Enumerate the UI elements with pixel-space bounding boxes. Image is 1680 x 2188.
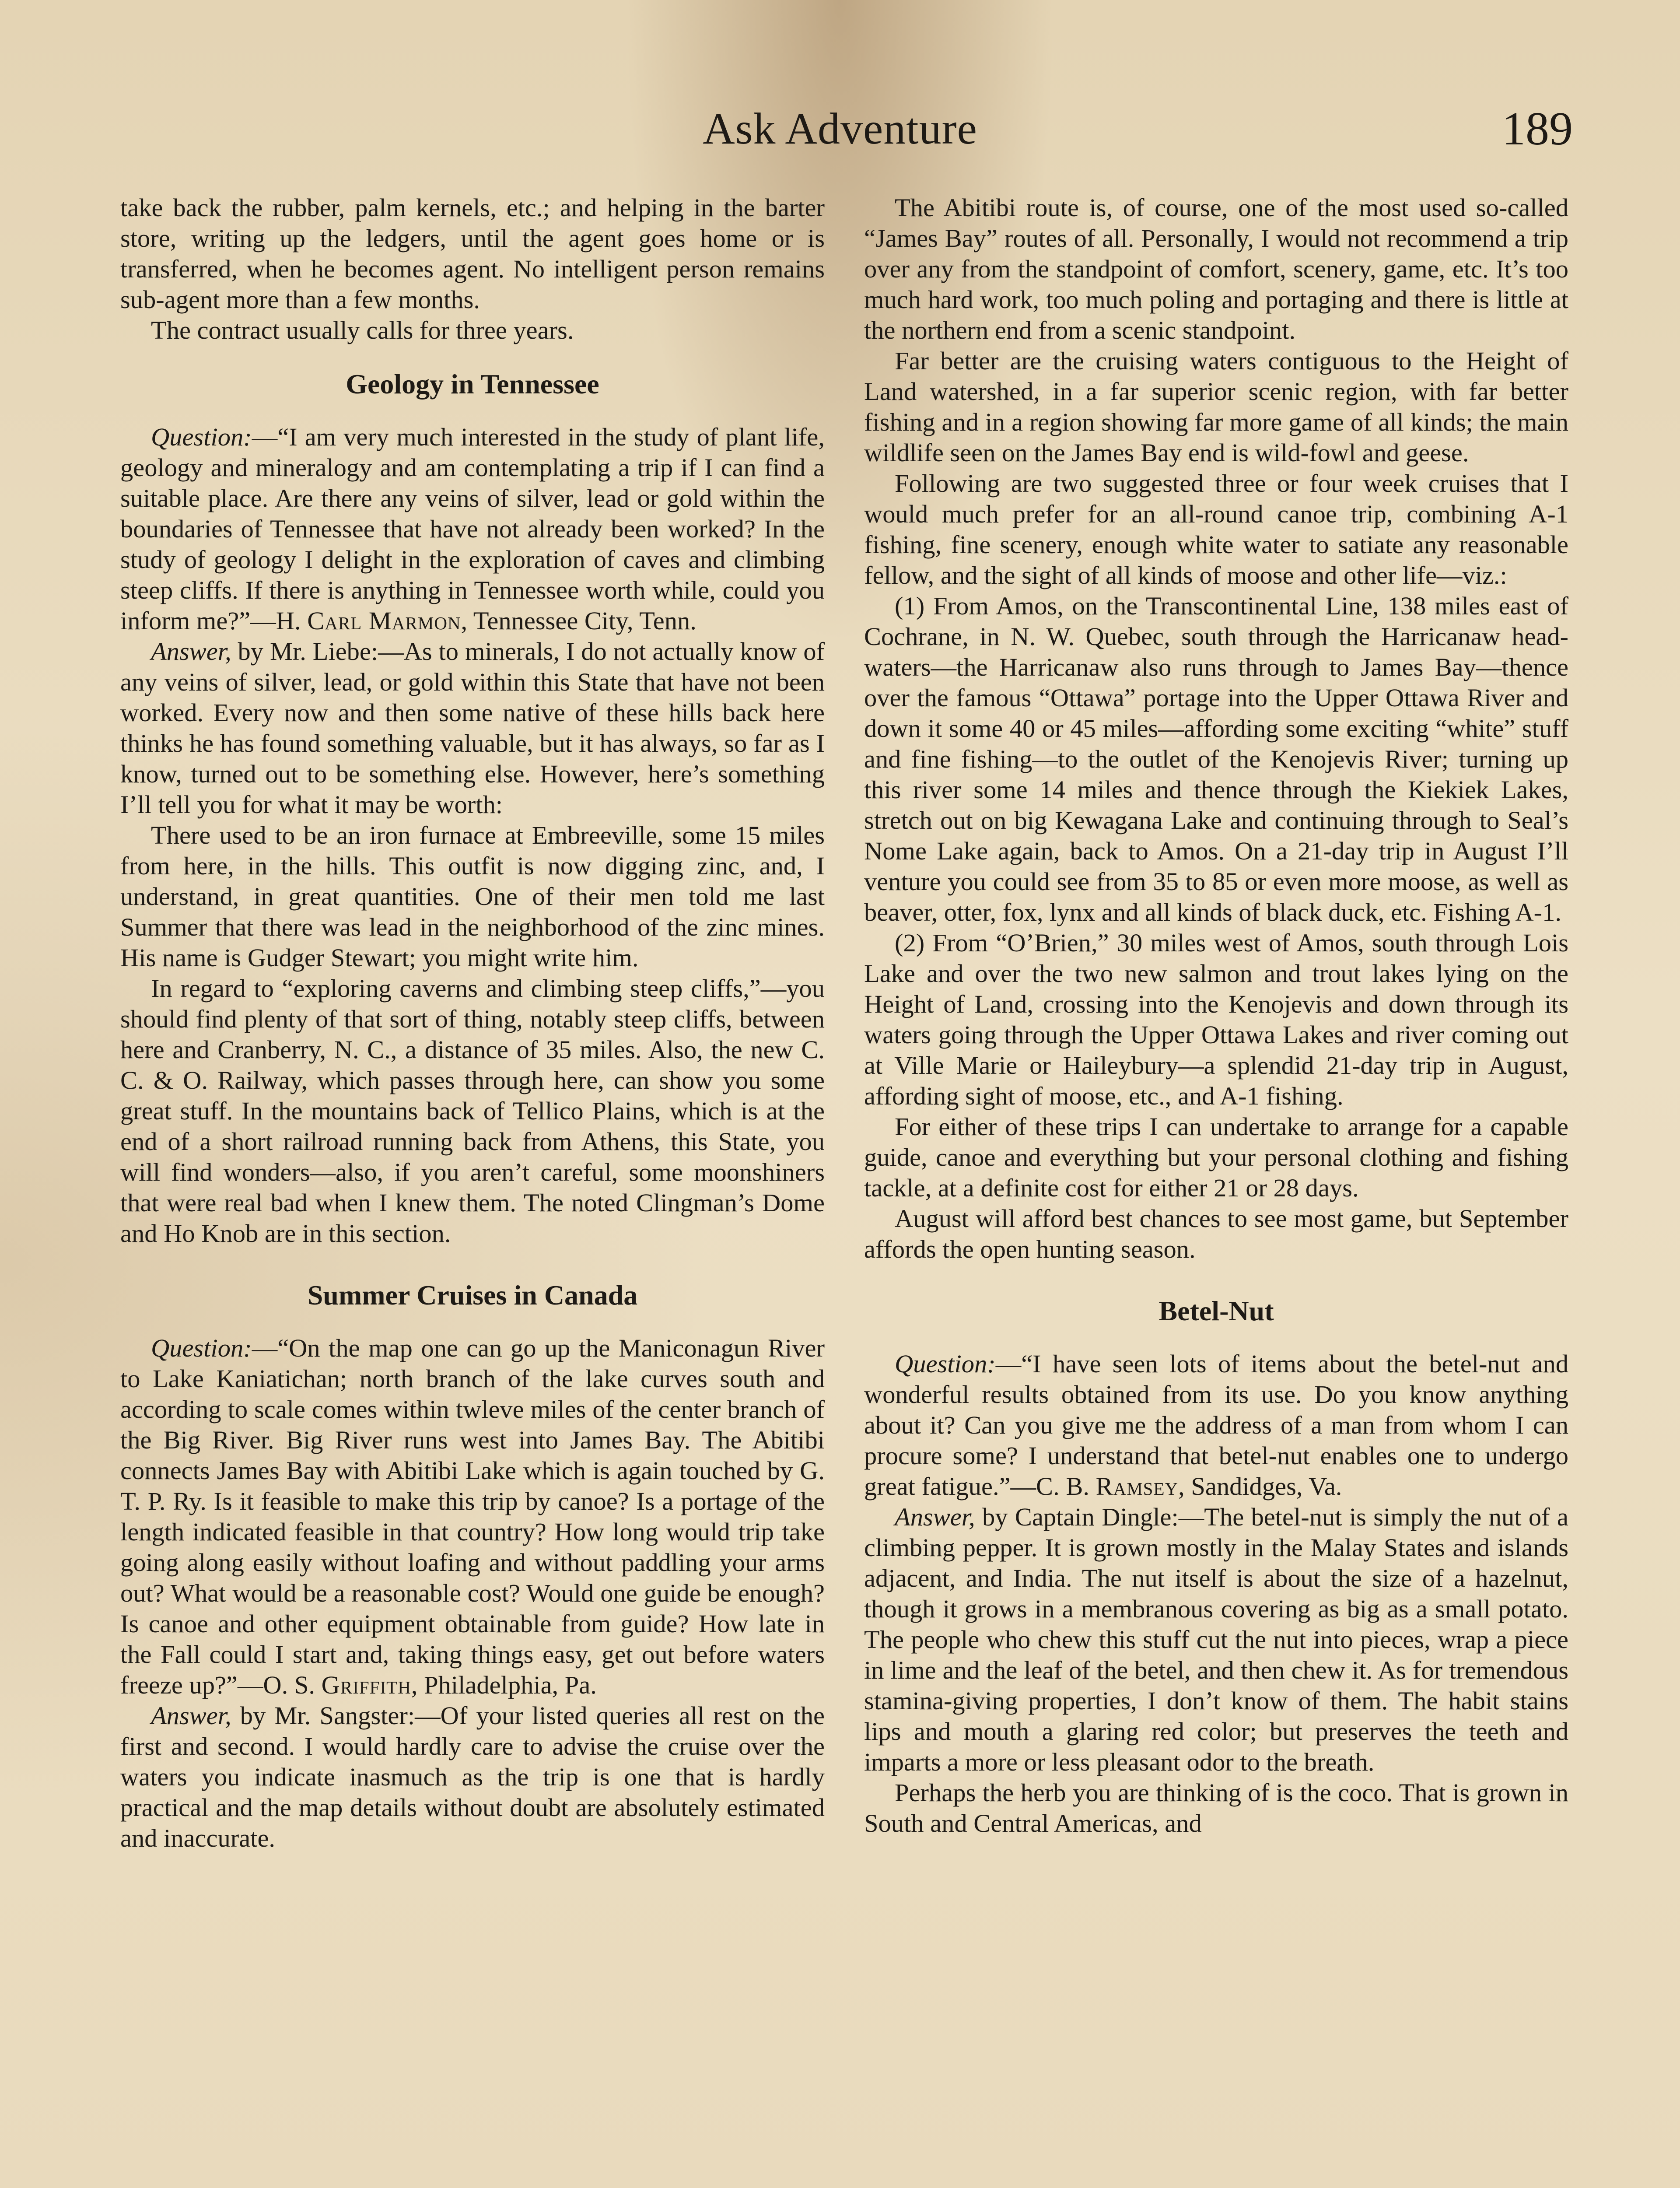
question-place: , Sandidges, Va. [1178, 1472, 1342, 1501]
answer-label: Answer, [151, 637, 231, 666]
answer-text: by Captain Dingle:—The betel-nut is simply the nut of a climbing pepper. It is grown mostly in the Malay States and islands adjacent, and India. The nut itself is about the size of a hazelnut, though it grows in a membranous covering as big as a small potato. The people who chew this stuff cut the nut into pieces, wrap a piece in lime and the leaf of the betel, and then chew it. As for tremendous stamina-giving properties, I don’t know of them. The habit stains lips and mouth a glaring red color; but preserves the teeth and imparts a more or less pleasant odor to the breath. [864, 1503, 1568, 1776]
betel-question [864, 1349, 1568, 1502]
furnace-paragraph: There used to be an iron furnace at Embreeville, some 15 miles from here, in the hills. This outfit is now digging zinc, and, I understand, in great quantities. One of their men told me last Summer that there was lead in the neighborhood of the zinc mines. His name is Gudger Stewart; you might write him. [120, 821, 825, 972]
running-header-title: Ask Adventure [703, 104, 977, 154]
question-text: —“On the map one can go up the Maniconagun River to Lake Kaniatichan; north branch of the lake curves south and according to scale comes within twleve miles of the center branch of the Big River. Big River runs west into James Bay. The Abitibi connects James Bay with Abitibi Lake which is again touched by G. T. P. Ry. Is it feasible to make this trip by canoe? Is a portage of the length indicated feasible in that country? How long would trip take going along easily without loafing and without paddling your arms out? What would be a reasonable cost? Would one guide be enough? Is canoe and other equipment obtainable from guide? How late in the Fall could I start and, taking things easy, get out before waters freeze up?”—O. S. [120, 1334, 825, 1699]
answer-text: by Mr. Liebe:—As to minerals, I do not actually know of any veins of silver, lead, or gold within this State that have not been worked. Every now and then some native of these hills back here thinks he has found something valuable, but it has always, so far as I know, turned out to be something else. However, here’s something I’ll tell you for what it may be worth: [120, 637, 825, 819]
page-number: 189 [1502, 103, 1573, 155]
intro-paragraph: take back the rubber, palm kernels, etc.; and helping in the barter store, writing up the ledgers, until the agent goes home or is transferred, when he becomes agent. No intelligent person remains sub-agent more than a few months. [120, 193, 825, 314]
question-author: Carl Marmon [307, 607, 461, 635]
abitibi-paragraph: The Abitibi route is, of course, one of the most used so-called “James Bay” routes of all. Personally, I would not recommend a trip over any from the standpoint of comfort, scenery, game, etc. It’s too much hard work, too much poling and portaging and there is little at the northern end from a scenic standpoint. [864, 193, 1568, 344]
route-two-paragraph: (2) From “O’Brien,” 30 miles west of Amos, south through Lois Lake and over the two new salmon and trout lakes lying on the Height of Land, crossing into the Kenojevis and down through its waters going through the Upper Ottawa Lakes and river coming out at Ville Marie or Haileybury—a splendid 21-day trip in August, affording sight of moose, etc., and A-1 fishing. [864, 929, 1568, 1110]
question-text: —“I have seen lots of items about the betel-nut and wonderful results obtained from its use. Do you know anything about it? Can you give me the address of a man from whom I can procure some? I understand that betel-nut enables one to undergo great fatigue.”—C. B. [864, 1350, 1568, 1501]
caverns-paragraph: In regard to “exploring caverns and climbing steep cliffs,”—you should find plenty of that sort of thing, notably steep cliffs, between here and Cranberry, N. C., a distance of 35 miles. Also, the new C. C. & O. Railway, which passes through here, can show you some great stuff. In the mountains back of Tellico Plains, which is at the end of a short railroad running back from Athens, this State, you will find wonders—also, if you aren’t careful, some moonshiners that were real bad when I knew them. The noted Clingman’s Dome and Ho Knob are in this section. [120, 974, 825, 1248]
betel-answer [864, 1502, 1568, 1778]
question-author: Griffith [321, 1671, 411, 1699]
far-better-paragraph: Far better are the cruising waters contiguous to the Height of Land watershed, in a far superior scenic region, with far better fishing and in a region showing far more game of all kinds; the main wildlife seen on the James Bay end is wild-fowl and geese. [864, 347, 1568, 467]
canada-answer [120, 1701, 825, 1854]
geology-question [120, 422, 825, 636]
following-paragraph: Following are two suggested three or four week cruises that I would much prefer for an all-round canoe trip, combining A-1 fishing, fine scenery, enough white water to satiate any reasonable fellow, and the sight of all kinds of moose and other life—viz.: [864, 469, 1568, 589]
question-author: Ramsey [1096, 1472, 1179, 1501]
question-label: Question: [151, 1334, 252, 1362]
question-text: —“I am very much interested in the study of plant life, geology and mineralogy and am contemplating a trip if I can find a suitable place. Are there any veins of silver, lead or gold within the boundaries of Tennessee that have not already been worked? In the study of geology I delight in the exploration of caves and climbing steep cliffs. If there is anything in Tennessee worth while, could you inform me?”—H. [120, 423, 825, 635]
answer-label: Answer, [895, 1503, 975, 1531]
august-paragraph: August will afford best chances to see most game, but September affords the open hunting season. [864, 1204, 1568, 1263]
question-label: Question: [151, 423, 252, 451]
left-column [120, 193, 825, 1854]
answer-label: Answer, [151, 1701, 231, 1730]
section-heading-geology: Geology in Tennessee [346, 368, 599, 400]
section-heading-canada: Summer Cruises in Canada [307, 1280, 638, 1311]
contract-paragraph: The contract usually calls for three years. [151, 316, 574, 344]
question-label: Question: [895, 1350, 996, 1378]
canada-question [120, 1333, 825, 1701]
section-heading-betel: Betel-Nut [1158, 1295, 1274, 1326]
question-place: , Tennessee City, Tenn. [461, 607, 696, 635]
answer-text: by Mr. Sangster:—Of your listed queries all rest on the first and second. I would hardly care to advise the cruise over the waters you indicate inasmuch as the trip is one that is hardly practical and the map details without doubt are absolutely estimated and inaccurate. [120, 1701, 825, 1852]
route-one-paragraph: (1) From Amos, on the Transcontinental Line, 138 miles east of Cochrane, in N. W. Quebec, south through the Harricanaw head-waters—the Harricanaw also runs through to James Bay—thence over the famous “Ottawa” portage into the Upper Ottawa River and down it some 40 or 45 miles—affording some exciting “white” stuff and fine fishing—to the outlet of the Kenojevis River; turning up this river some 14 miles and thence through the Kiekiek Lakes, stretch out on big Kewagana Lake and continuing through to Seal’s Nome Lake again, back to Amos. On a 21-day trip in August I’ll venture you could see from 35 to 85 or even more moose, as well as beaver, otter, fox, lynx and all kinds of black duck, etc. Fishing A-1. [864, 592, 1568, 926]
guide-paragraph: For either of these trips I can undertake to arrange for a capable guide, canoe and everything but your personal clothing and fishing tackle, at a definite cost for either 21 or 28 days. [864, 1112, 1568, 1202]
geology-answer [120, 636, 825, 820]
coco-paragraph: Perhaps the herb you are thinking of is the coco. That is grown in South and Central Americas, and [864, 1778, 1568, 1837]
question-place: , Philadelphia, Pa. [411, 1671, 597, 1699]
right-column [864, 193, 1568, 1839]
